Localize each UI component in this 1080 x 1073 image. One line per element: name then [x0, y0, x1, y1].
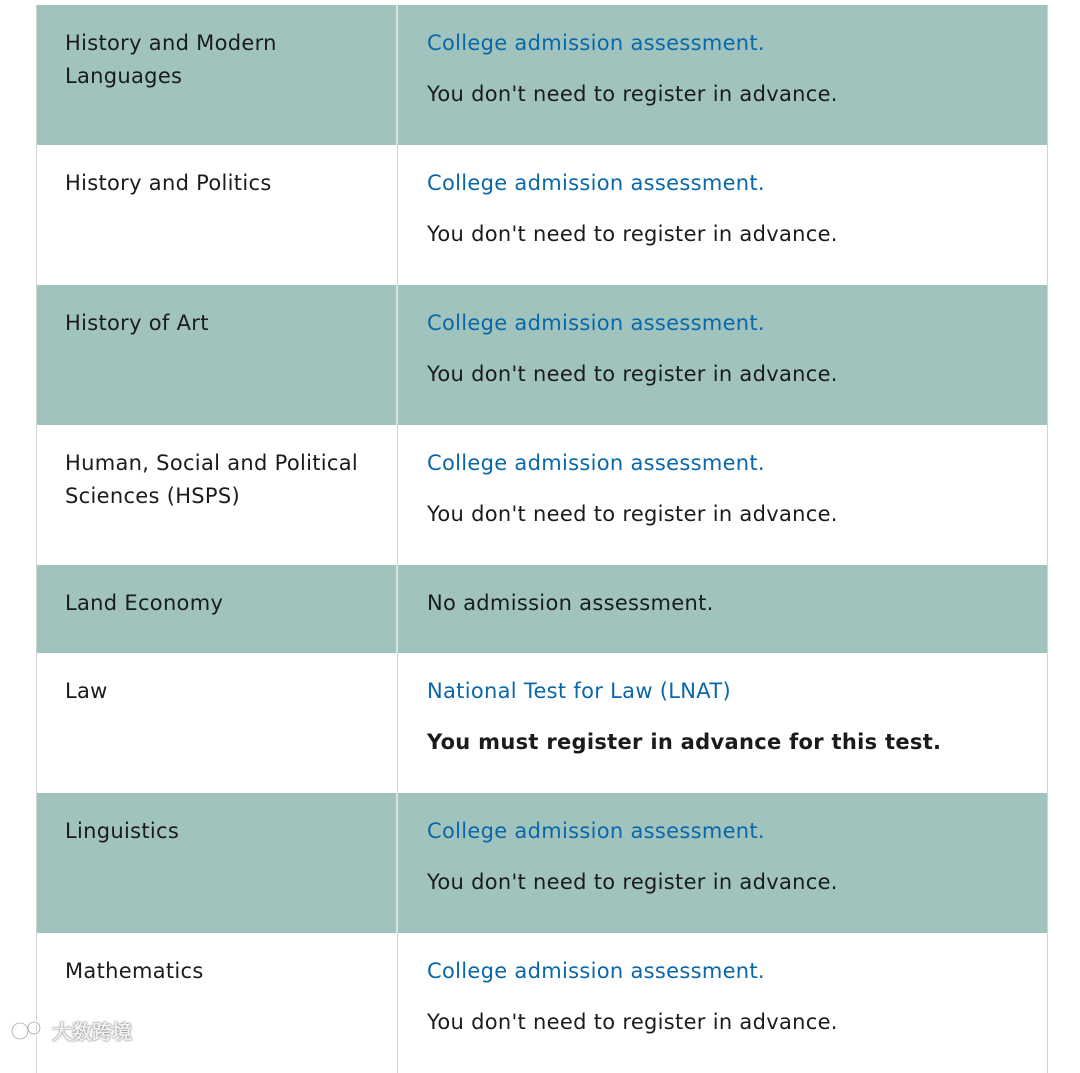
assessment-cell — [398, 285, 1047, 425]
assessment-cell — [398, 425, 1047, 565]
table-row — [37, 425, 1047, 565]
assessment-link[interactable]: College admission assessment. — [427, 311, 765, 335]
assessment-link[interactable]: College admission assessment. — [427, 819, 765, 843]
assessment-cell — [398, 145, 1047, 285]
registration-note: You don't need to register in advance. — [427, 870, 838, 894]
registration-note: You don't need to register in advance. — [427, 502, 838, 526]
assessment-cell — [398, 653, 1047, 793]
subject-cell: Land Economy — [37, 565, 398, 653]
no-assessment-text: No admission assessment. — [427, 591, 714, 615]
subject-cell: History of Art — [37, 285, 398, 425]
assessment-cell — [398, 793, 1047, 933]
table-row — [37, 145, 1047, 285]
assessment-link[interactable]: College admission assessment. — [427, 31, 765, 55]
table-row — [37, 653, 1047, 793]
subject-cell: History and Politics — [37, 145, 398, 285]
table-row — [37, 565, 1047, 653]
assessment-cell — [398, 565, 1047, 653]
subject-cell: Mathematics — [37, 933, 398, 1073]
assessment-cell — [398, 933, 1047, 1073]
table-row — [37, 5, 1047, 145]
subject-cell: Law — [37, 653, 398, 793]
watermark — [8, 1016, 132, 1045]
table-row — [37, 933, 1047, 1073]
subject-cell: Linguistics — [37, 793, 398, 933]
assessment-link[interactable]: College admission assessment. — [427, 959, 765, 983]
registration-note: You don't need to register in advance. — [427, 82, 838, 106]
assessment-cell — [398, 5, 1047, 145]
lnat-link[interactable]: National Test for Law (LNAT) — [427, 679, 731, 703]
registration-note: You don't need to register in advance. — [427, 222, 838, 246]
subject-cell: History and Modern Languages — [37, 5, 398, 145]
watermark-logo-icon — [8, 1017, 48, 1045]
registration-note: You don't need to register in advance. — [427, 1010, 838, 1034]
registration-note: You don't need to register in advance. — [427, 362, 838, 386]
assessment-link[interactable]: College admission assessment. — [427, 451, 765, 475]
subject-cell: Human, Social and Political Sciences (HSPS) — [37, 425, 398, 565]
assessment-link[interactable]: College admission assessment. — [427, 171, 765, 195]
watermark-text: 大数跨境 — [52, 1020, 132, 1044]
table-row — [37, 285, 1047, 425]
admission-table — [36, 5, 1048, 1073]
registration-note: You must register in advance for this test. — [427, 730, 942, 754]
table-row — [37, 793, 1047, 933]
